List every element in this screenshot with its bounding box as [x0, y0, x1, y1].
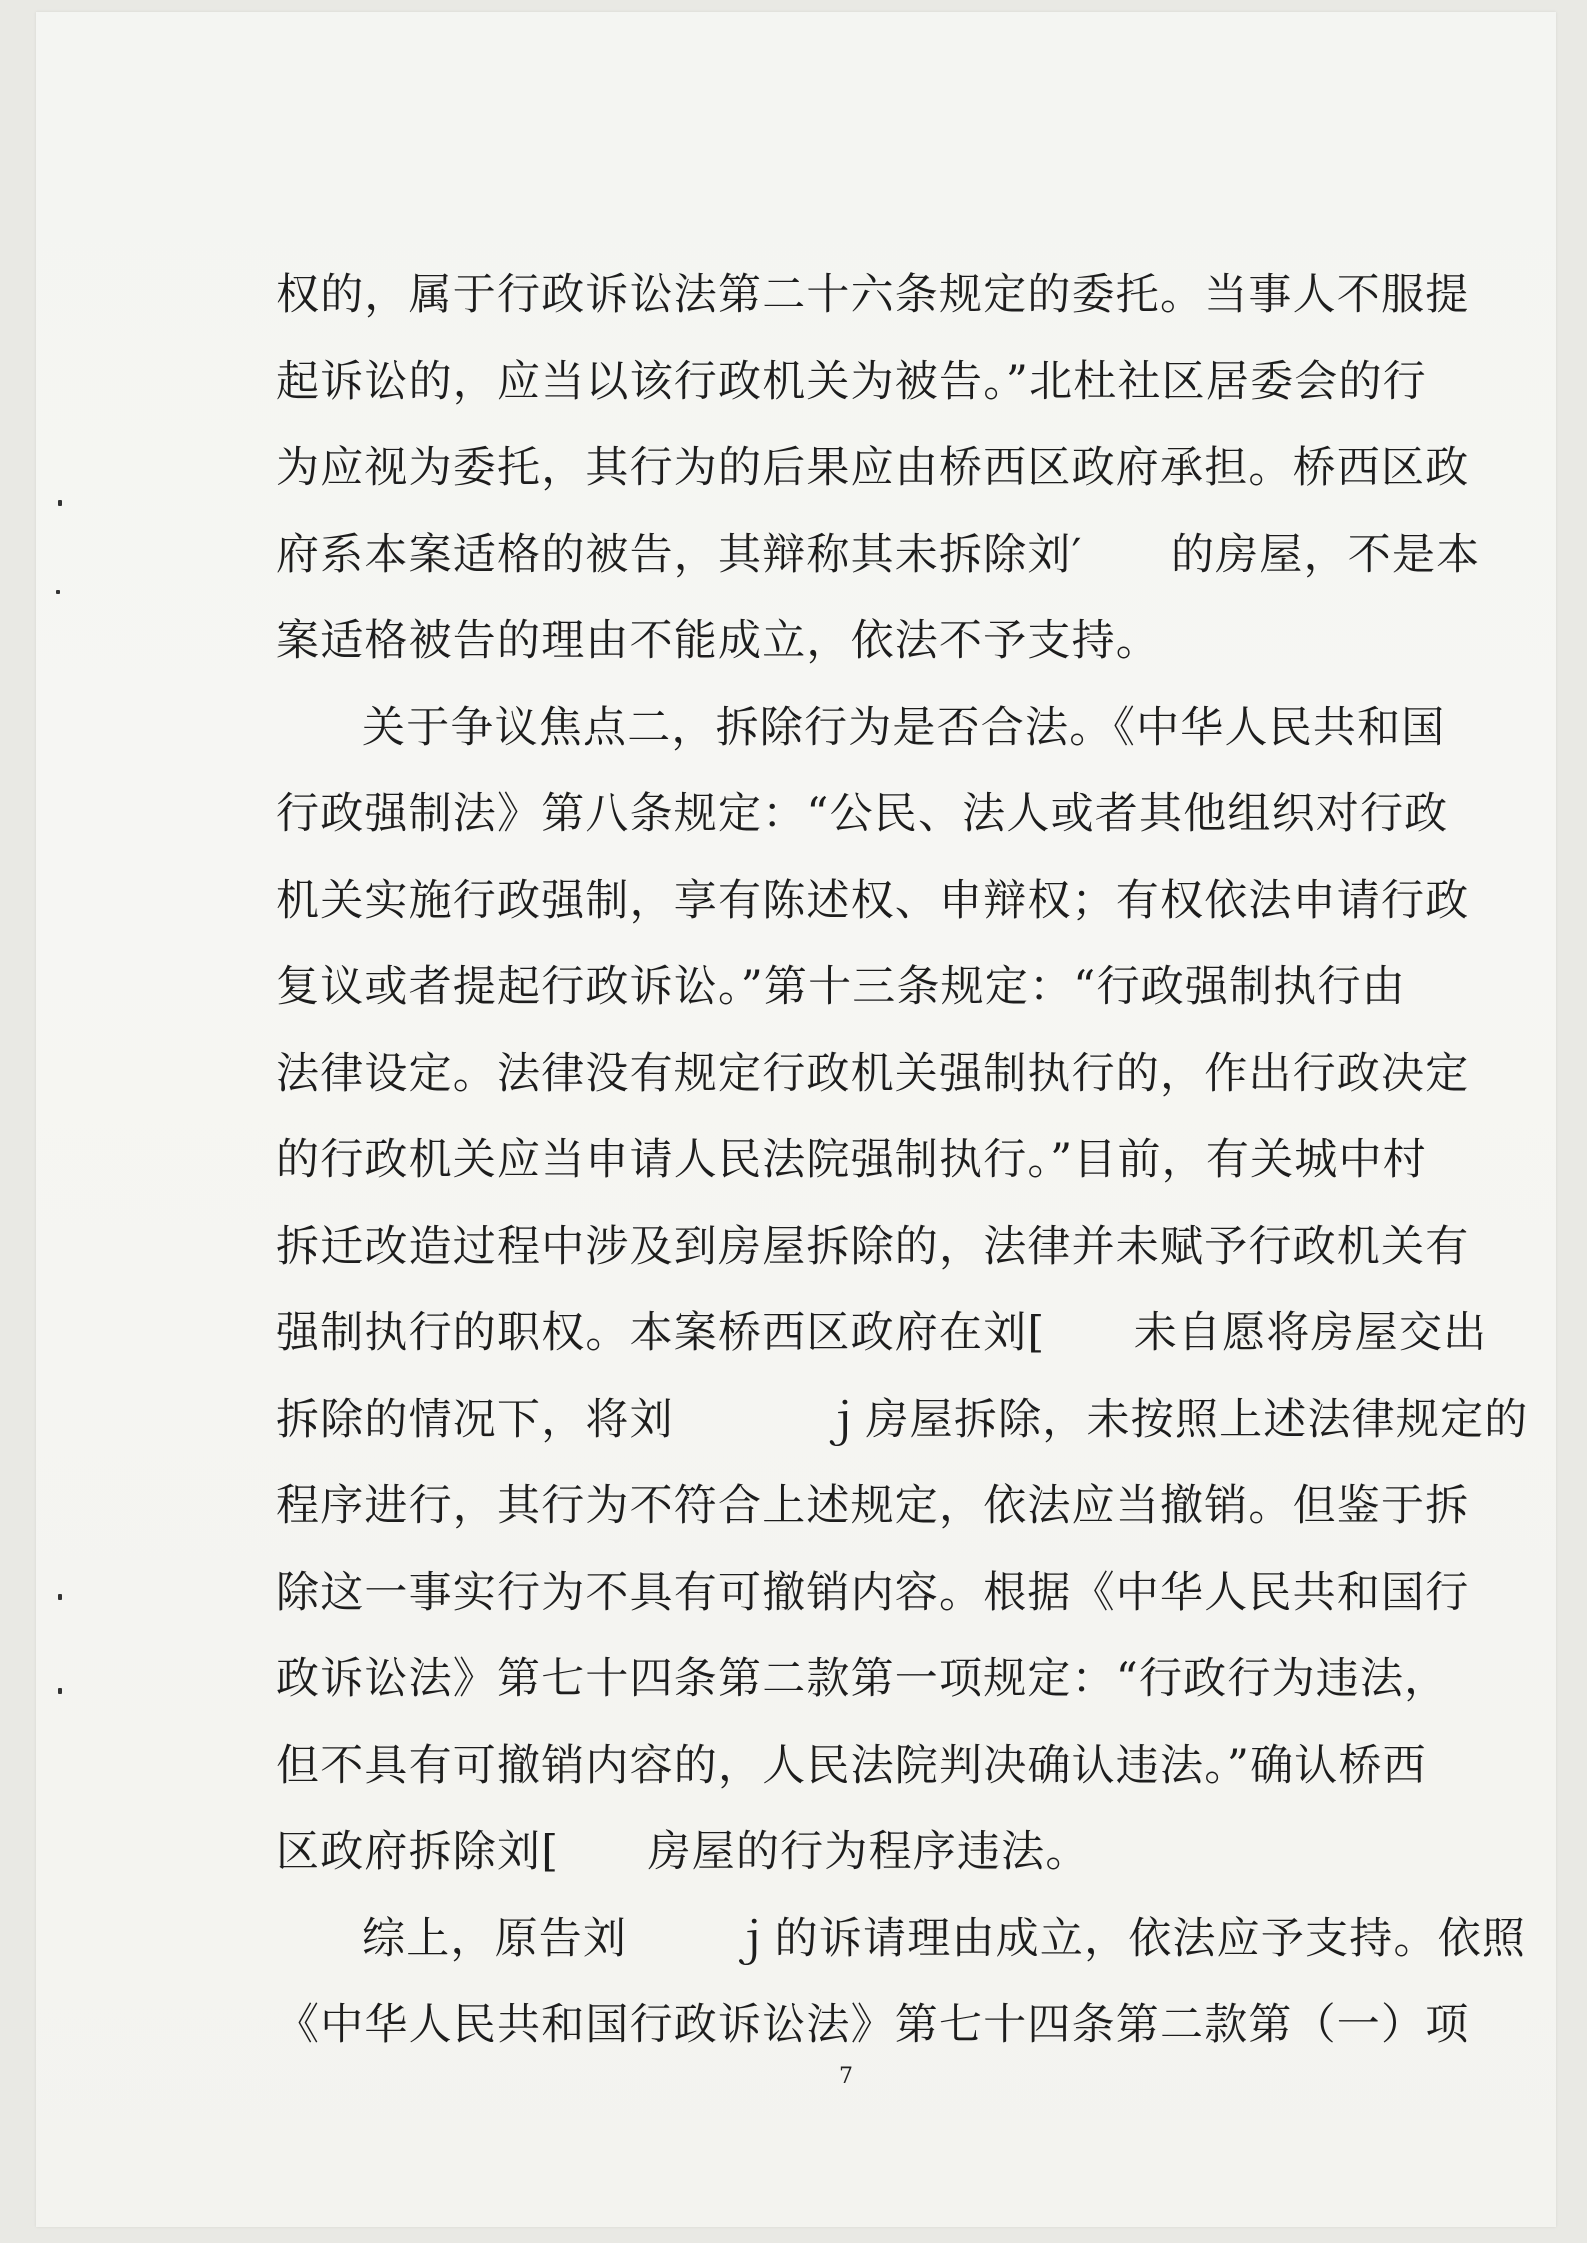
text-line: 区政府拆除刘[ 房屋的行为程序违法。 — [276, 1827, 1090, 1877]
text-line: 法律设定。法律没有规定行政机关强制执行的，作出行政决定 — [276, 1048, 1470, 1099]
text-line: 拆迁改造过程中涉及到房屋拆除的，法律并未赋予行政机关有 — [276, 1221, 1470, 1272]
text-line: 拆除的情况下，将刘 ｊ房屋拆除，未按照上述法律规定的 — [276, 1394, 1529, 1445]
text-line: 政诉讼法》第七十四条第二款第一项规定：“行政行为违法， — [276, 1654, 1449, 1704]
text-line: 机关实施行政强制，享有陈述权、申辩权；有权依法申请行政 — [276, 875, 1470, 926]
text-line: 权的，属于行政诉讼法第二十六条规定的委托。当事人不服提 — [276, 270, 1470, 320]
text-line: 府系本案适格的被告，其辩称其未拆除刘′ 的房屋，不是本 — [276, 529, 1481, 580]
text-line: 程序进行，其行为不符合上述规定，依法应当撤销。但鉴于拆 — [276, 1481, 1470, 1531]
text-line: 的行政机关应当申请人民法院强制执行。”目前，有关城中村 — [276, 1135, 1427, 1185]
text-line: 《中华人民共和国行政诉讼法》第七十四条第二款第（一）项 — [276, 2000, 1470, 2050]
scan-speck — [56, 590, 60, 594]
scan-speck — [58, 1594, 62, 1600]
text-line: 案适格被告的理由不能成立，依法不予支持。 — [276, 616, 1160, 666]
text-line: 为应视为委托，其行为的后果应由桥西区政府承担。桥西区政 — [276, 443, 1470, 493]
scan-speck — [58, 500, 62, 506]
document-body — [276, 252, 1529, 2069]
scan-speck — [58, 1688, 62, 1694]
text-line: 起诉讼的，应当以该行政机关为被告。”北杜社区居委会的行 — [276, 356, 1427, 407]
document-page — [36, 12, 1556, 2227]
text-line: 除这一事实行为不具有可撤销内容。根据《中华人民共和国行 — [276, 1567, 1470, 1618]
paragraph-start-line: 关于争议焦点二，拆除行为是否合法。《中华人民共和国 — [362, 702, 1446, 753]
text-line: 行政强制法》第八条规定：“公民、法人或者其他组织对行政 — [276, 789, 1449, 839]
paragraph-start-line: 综上，原告刘 ｊ的诉请理由成立，依法应予支持。依照 — [362, 1913, 1527, 1964]
page-number: 7 — [839, 2064, 853, 2089]
text-line: 但不具有可撤销内容的，人民法院判决确认违法。”确认桥西 — [276, 1740, 1427, 1791]
text-line: 强制执行的职权。本案桥西区政府在刘[ 未自愿将房屋交出 — [276, 1308, 1488, 1358]
text-line: 复议或者提起行政诉讼。”第十三条规定：“行政强制执行由 — [276, 962, 1406, 1012]
